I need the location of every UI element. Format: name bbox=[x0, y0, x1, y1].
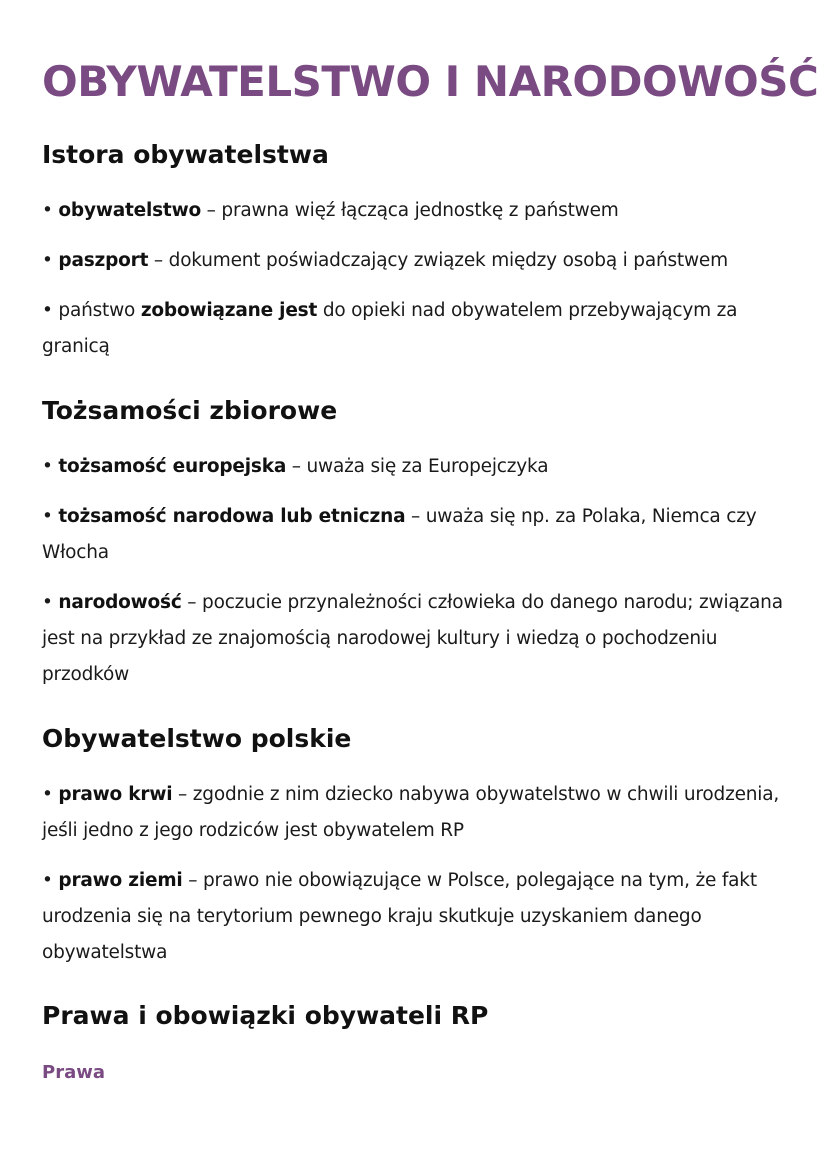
definition: – prawo nie obowiązujące w Polsce, polegające na tym, że fakt urodzenia się na terytorium pewnego kraju skutkuje uzyskaniem danego obywatelstwa bbox=[42, 870, 757, 963]
bullet-dot: • bbox=[42, 456, 53, 477]
term: narodowość bbox=[58, 592, 182, 613]
definition: – uważa się za Europejczyka bbox=[286, 456, 549, 477]
term: zobowiązane jest bbox=[140, 300, 318, 321]
bullet-dot: • bbox=[42, 870, 53, 891]
definition: – prawna więź łącząca jednostkę z państwem bbox=[200, 200, 619, 221]
section-heading-history: Istora obywatelstwa bbox=[42, 140, 329, 169]
bullet-dot: • bbox=[42, 784, 53, 805]
term: tożsamość narodowa lub etniczna bbox=[58, 506, 406, 527]
definition: – poczucie przynależności człowieka do danego narodu; związana jest na przykład ze znajomością narodowej kultury i wiedzą o pochodzeniu przodków bbox=[42, 592, 783, 685]
list-item bbox=[42, 863, 792, 971]
section-heading-rights-duties: Prawa i obowiązki obywateli RP bbox=[42, 1001, 489, 1030]
definition: do opieki nad obywatelem przebywającym za granicą bbox=[42, 300, 738, 357]
term: paszport bbox=[58, 250, 149, 271]
definition: – dokument poświadczający związek między osobą i państwem bbox=[148, 250, 728, 271]
section-heading-polish-citizenship: Obywatelstwo polskie bbox=[42, 724, 352, 753]
page-title: OBYWATELSTWO I NARODOWOŚĆ bbox=[42, 57, 819, 106]
bullet-dot: • bbox=[42, 506, 53, 527]
term: prawo krwi bbox=[58, 784, 173, 805]
definition: – zgodnie z nim dziecko nabywa obywatelstwo w chwili urodzenia, jeśli jedno z jego rodziców jest obywatelem RP bbox=[42, 784, 780, 841]
list-item bbox=[42, 585, 792, 693]
list-item bbox=[42, 777, 792, 849]
subheading-rights: Prawa bbox=[42, 1062, 105, 1083]
term: tożsamość europejska bbox=[58, 456, 287, 477]
list-item bbox=[42, 243, 792, 279]
bullet-dot: • bbox=[42, 200, 53, 221]
bullet-dot: • bbox=[42, 300, 53, 321]
definition: – uważa się np. za Polaka, Niemca czy Włocha bbox=[42, 506, 757, 563]
term: obywatelstwo bbox=[58, 200, 201, 221]
list-item bbox=[42, 193, 792, 229]
list-item bbox=[42, 499, 792, 571]
note-page bbox=[42, 56, 819, 1085]
definition-prefix: państwo bbox=[52, 300, 141, 321]
section-heading-identities: Tożsamości zbiorowe bbox=[42, 396, 338, 425]
list-item bbox=[42, 449, 792, 485]
list-item bbox=[42, 293, 792, 365]
term: prawo ziemi bbox=[58, 870, 183, 891]
bullet-dot: • bbox=[42, 592, 53, 613]
bullet-dot: • bbox=[42, 250, 53, 271]
